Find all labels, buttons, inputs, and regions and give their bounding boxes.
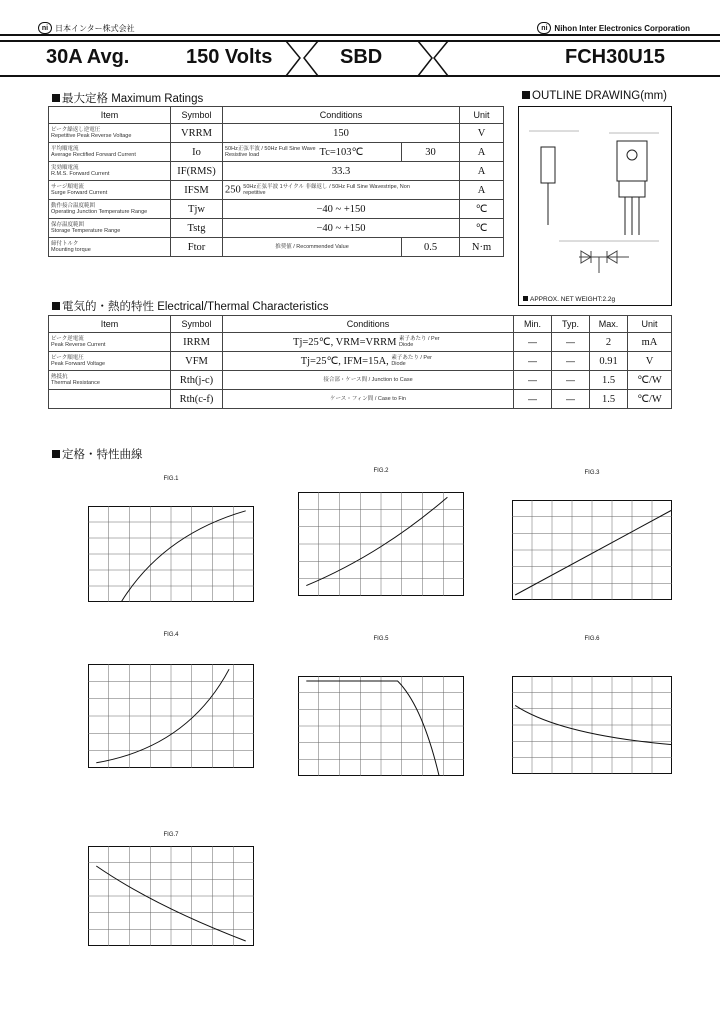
spec-band bbox=[0, 40, 720, 78]
table-row: サージ順電流 Surge Forward Current IFSM 250 50Hz正弦半波 1サイクル 非繰返し / 50Hz Full Sine Wavestripe, Non repetitive A bbox=[49, 181, 504, 200]
table-row: 熱抵抗 Thermal Resistance Rth(j-c) 接合部・ケース間 / Junction to Case — — 1.5 ℃/W bbox=[49, 371, 672, 390]
table-row: ピーク順電圧 Peak Forward Voltage VFM Tj=25℃, IFM=15A, 素子あたり / Per Diode — — 0.91 V bbox=[49, 352, 672, 371]
table-row: 実効順電流 R.M.S. Forward Current IF(RMS) 33.3 A bbox=[49, 162, 504, 181]
fig-label: FIG.2 bbox=[373, 468, 389, 474]
fig-plot bbox=[88, 846, 254, 946]
fig-plot bbox=[512, 500, 672, 600]
fig-plot bbox=[88, 664, 254, 768]
net-weight: APPROX. NET WEIGHT:2.2g bbox=[523, 296, 615, 303]
elec-table bbox=[48, 315, 672, 409]
fig-plot bbox=[298, 676, 464, 776]
ni-logo-icon: ni bbox=[38, 22, 52, 34]
col-item: Item bbox=[49, 107, 171, 124]
table-row: Rth(c-f) ケース・フィン間 / Case to Fin — — 1.5 ℃/W bbox=[49, 390, 672, 409]
fig-label: FIG.4 bbox=[163, 632, 179, 638]
table-row: 締付トルク Mounting torque Ftor 推奨値 / Recommended Value 0.5 N·m bbox=[49, 238, 504, 257]
col-conditions: Conditions bbox=[223, 316, 514, 333]
table-row: 動作接合温度範囲 Operating Junction Temperature Range Tjw −40 ~ +150 ℃ bbox=[49, 200, 504, 219]
company-name-jp: 日本インター株式会社 bbox=[55, 23, 135, 33]
company-logo-right bbox=[537, 22, 690, 34]
col-unit: Unit bbox=[628, 316, 672, 333]
voltage-rating: 150 Volts bbox=[186, 46, 273, 68]
ni-logo-icon: ni bbox=[537, 22, 551, 34]
col-conditions: Conditions bbox=[223, 107, 460, 124]
table-row: 平均順電流 Average Rectified Forward Current Io 50Hz正弦半波 / 50Hz Full Sine Wave Resistive load Tc=103℃ 30 A bbox=[49, 143, 504, 162]
table-row: ピーク繰返し逆電圧 Repetitive Peak Reverse Voltage VRRM 150 V bbox=[49, 124, 504, 143]
col-min: Min. bbox=[514, 316, 552, 333]
curves-title: 定格・特性曲線 bbox=[52, 446, 143, 462]
fig-label: FIG.6 bbox=[584, 636, 600, 642]
col-unit: Unit bbox=[460, 107, 504, 124]
fig-label: FIG.3 bbox=[584, 470, 600, 476]
col-symbol: Symbol bbox=[171, 107, 223, 124]
col-typ: Typ. bbox=[552, 316, 590, 333]
fig-plot bbox=[512, 676, 672, 774]
table-row: ピーク逆電流 Peak Reverse Current IRRM Tj=25℃, VRM=VRRM 素子あたり / Per Diode — — 2 mA bbox=[49, 333, 672, 352]
max-ratings-title: 最大定格 Maximum Ratings bbox=[52, 90, 203, 106]
col-symbol: Symbol bbox=[171, 316, 223, 333]
fig-plot bbox=[298, 492, 464, 596]
device-type: SBD bbox=[340, 46, 383, 68]
max-ratings-table bbox=[48, 106, 504, 257]
header-rule bbox=[0, 34, 720, 36]
company-name-en: Nihon Inter Electronics Corporation bbox=[554, 23, 690, 33]
company-logo-left bbox=[38, 22, 135, 34]
col-max: Max. bbox=[590, 316, 628, 333]
fig-plot bbox=[88, 506, 254, 602]
outline-drawing bbox=[518, 106, 672, 306]
table-row: 保存温度範囲 Storage Temperature Range Tstg −40 ~ +150 ℃ bbox=[49, 219, 504, 238]
part-number: FCH30U15 bbox=[565, 46, 666, 68]
col-item: Item bbox=[49, 316, 171, 333]
fig-label: FIG.7 bbox=[163, 832, 179, 838]
current-rating: 30A Avg. bbox=[46, 46, 130, 68]
fig-label: FIG.1 bbox=[163, 476, 179, 482]
elec-title: 電気的・熱的特性 Electrical/Thermal Characteristics bbox=[52, 298, 328, 314]
package-drawing-icon bbox=[519, 107, 671, 295]
outline-title: OUTLINE DRAWING(mm) bbox=[522, 90, 667, 102]
fig-label: FIG.5 bbox=[373, 636, 389, 642]
